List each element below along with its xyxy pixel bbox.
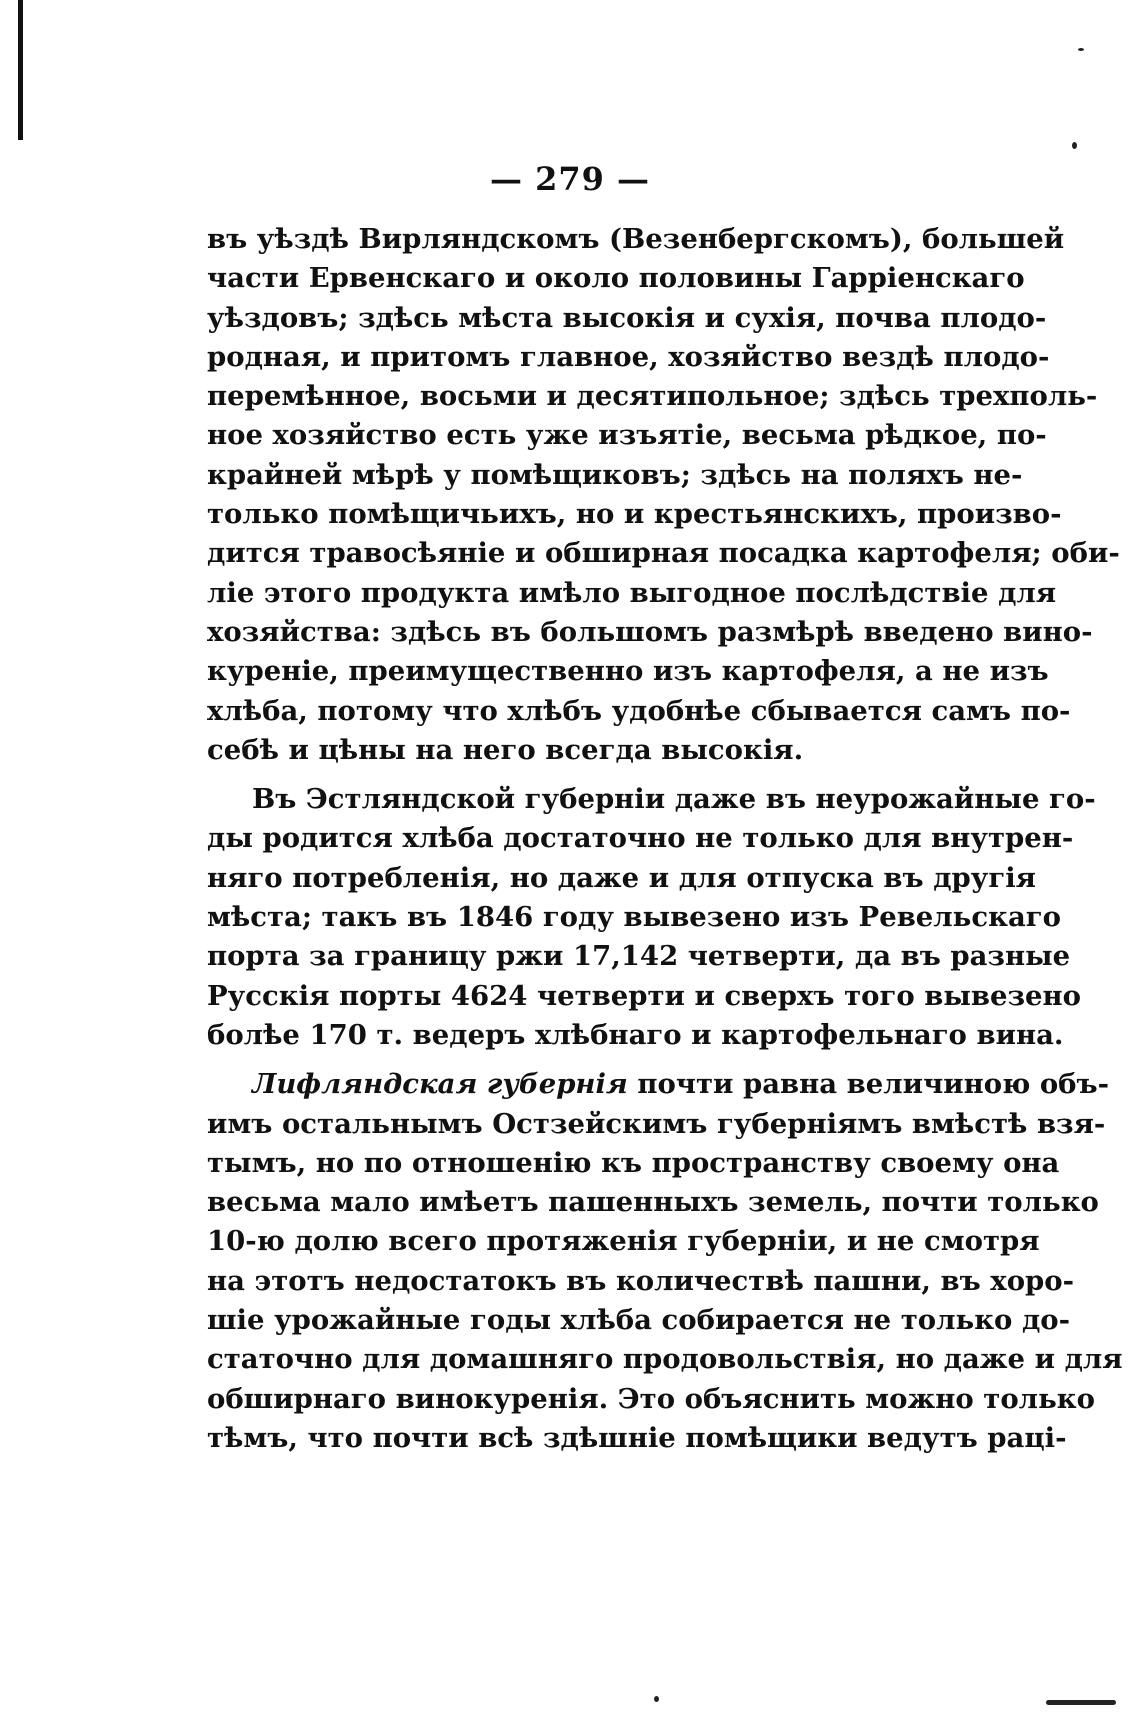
text-line: только помѣщичьихъ, но и крестьянскихъ, произво- xyxy=(207,498,1062,531)
text-line: куреніе, преимущественно изъ картофеля, а не изъ xyxy=(207,655,1049,688)
body-text xyxy=(207,220,1123,1458)
text-line: имъ остальнымъ Остзейскимъ губерніямъ вмѣстѣ взя- xyxy=(207,1107,1106,1140)
paragraph-gap xyxy=(207,770,957,780)
scan-edge-rule xyxy=(18,0,23,140)
text-line: мѣста; такъ въ 1846 году вывезено изъ Ревельскаго xyxy=(207,901,1061,934)
text-run: почти равна величиною объ- xyxy=(627,1068,1110,1101)
text-line: родная, и притомъ главное, хозяйство вездѣ плодо- xyxy=(207,340,1050,373)
paragraph xyxy=(207,1065,1123,1458)
scan-speck xyxy=(654,1696,659,1702)
text-line: Въ Эстляндской губерніи даже въ неурожайные го- xyxy=(252,783,1096,816)
italic-lead: Лифляндская губернія xyxy=(252,1068,628,1101)
text-line: статочно для домашняго продовольствія, но даже и для xyxy=(207,1343,1123,1376)
scan-speck xyxy=(1046,1700,1116,1705)
text-line: весьма мало имѣетъ пашенныхъ земель, почти только xyxy=(207,1186,1099,1219)
text-line xyxy=(207,1065,1110,1104)
paragraph xyxy=(207,780,1096,1055)
text-line: части Ервенскаго и около половины Гарріенскаго xyxy=(207,262,1025,295)
paragraph-gap xyxy=(207,1055,957,1065)
text-line: порта за границу ржи 17,142 четверти, да въ разные xyxy=(207,940,1071,973)
text-line: ное хозяйство есть уже изъятіе, весьма рѣдкое, по- xyxy=(207,419,1047,452)
page-number: — 279 — xyxy=(489,160,651,198)
text-line: хозяйства: здѣсь въ большомъ размѣрѣ введено вино- xyxy=(207,615,1093,648)
text-line: няго потребленія, но даже и для отпуска въ другія xyxy=(207,861,1036,894)
text-line: болѣе 170 т. ведеръ хлѣбнаго и картофельнаго вина. xyxy=(207,1018,1064,1051)
scan-speck xyxy=(1072,142,1077,149)
text-line: ліе этого продукта имѣло выгодное послѣдствіе для xyxy=(207,576,1057,609)
text-line: хлѣба, потому что хлѣбъ удобнѣе сбывается самъ по- xyxy=(207,694,1071,727)
text-line: крайней мѣрѣ у помѣщиковъ; здѣсь на поляхъ не- xyxy=(207,458,1023,491)
text-line: шіе урожайные годы хлѣба собирается не только до- xyxy=(207,1304,1071,1337)
scan-speck xyxy=(1078,48,1084,51)
text-line: ды родится хлѣба достаточно не только для внутрен- xyxy=(207,822,1074,855)
text-line: уѣздовъ; здѣсь мѣста высокія и сухія, почва плодо- xyxy=(207,301,1047,334)
text-line: дится травосѣяніе и обширная посадка картофеля; оби- xyxy=(207,537,1120,570)
text-line: перемѣнное, восьми и десятипольное; здѣсь трехполь- xyxy=(207,380,1098,413)
text-line: тымъ, но по отношенію къ пространству своему она xyxy=(207,1146,1060,1179)
text-line: обширнаго винокуренія. Это объяснить можно только xyxy=(207,1382,1095,1415)
text-line: въ уѣздѣ Вирляндскомъ (Везенбергскомъ), большей xyxy=(207,223,1065,255)
text-line: 10-ю долю всего протяженія губерніи, и не смотря xyxy=(207,1225,1040,1258)
paragraph xyxy=(207,220,1120,770)
text-line: на этотъ недостатокъ въ количествѣ пашни, въ хоро- xyxy=(207,1264,1075,1297)
text-line: себѣ и цѣны на него всегда высокія. xyxy=(207,733,804,766)
text-line: Русскія порты 4624 четверти и сверхъ того вывезено xyxy=(207,979,1082,1012)
text-line: тѣмъ, что почти всѣ здѣшніе помѣщики ведутъ раці- xyxy=(207,1421,1067,1454)
